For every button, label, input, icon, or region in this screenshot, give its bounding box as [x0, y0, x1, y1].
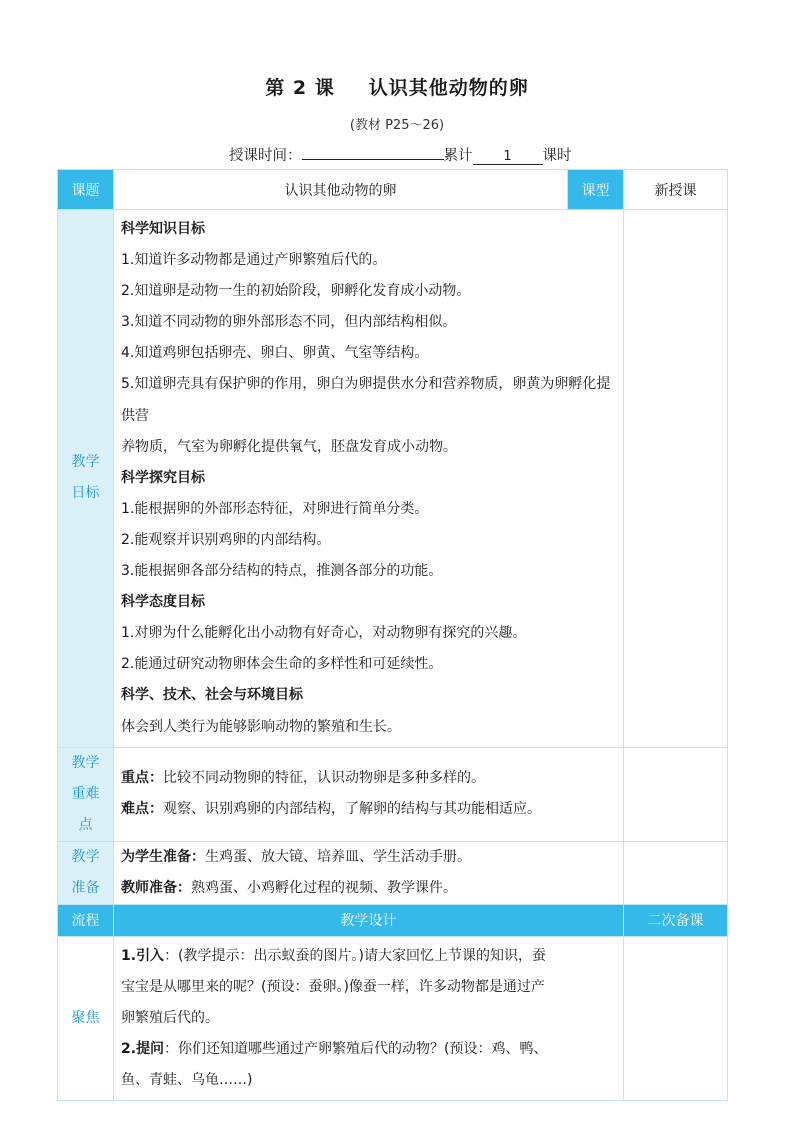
attitude-heading: 科学态度目标	[121, 594, 205, 611]
focus-second-prep-cell[interactable]	[624, 936, 728, 1100]
goals-content	[114, 210, 624, 748]
key-points-content	[114, 747, 624, 841]
knowledge-item: 4.知道鸡卵包括卵壳、卵白、卵黄、气室等结构。	[121, 345, 429, 362]
focus-label: 聚焦	[58, 936, 114, 1100]
teacher-preparation-label: 教师准备：	[121, 879, 191, 896]
design-header-row	[58, 904, 728, 936]
key-point	[121, 763, 617, 794]
attitude-item: 2.能通过研究动物卵体会生命的多样性和可延续性。	[121, 656, 443, 673]
sts-heading: 科学、技术、社会与环境目标	[121, 687, 303, 704]
key-points-row	[58, 747, 728, 841]
total-value[interactable]: 1	[473, 149, 543, 165]
design-header: 教学设计	[114, 904, 624, 936]
goals-empty-cell	[624, 210, 728, 748]
key-point-text: 比较不同动物卵的特征，认识动物卵是多种多样的。	[163, 770, 485, 787]
step-1-number: 1.	[121, 947, 137, 964]
lesson-type-value: 新授课	[624, 170, 728, 210]
attitude-item: 1.对卵为什么能孵化出小动物有好奇心，对动物卵有探究的兴趣。	[121, 625, 527, 642]
knowledge-item: 养物质，气室为卵孵化提供氧气，胚盘发育成小动物。	[121, 438, 457, 455]
difficult-point-text: 观察、识别鸡卵的内部结构，了解卵的结构与其功能相适应。	[163, 801, 541, 818]
goals-label-2: 日标	[71, 485, 100, 502]
step-1-title: 引入	[136, 947, 165, 964]
student-preparation-label: 为学生准备：	[121, 848, 205, 865]
knowledge-item: 2.知道卵是动物一生的初始阶段，卵孵化发育成小动物。	[121, 283, 471, 300]
inquiry-item: 3.能根据卵各部分结构的特点，推测各部分的功能。	[121, 563, 443, 580]
step-2-title: 提问	[136, 1040, 165, 1057]
time-blank[interactable]	[302, 145, 444, 160]
topic-row	[58, 170, 728, 210]
step-2-number: 2.	[121, 1040, 137, 1057]
student-preparation	[121, 842, 617, 873]
hours-label: 课时	[542, 148, 572, 164]
preparation-empty-cell	[624, 841, 728, 904]
focus-step-1	[121, 941, 617, 972]
preparation-label-1: 教学	[71, 848, 100, 865]
topic-label: 课题	[58, 170, 114, 210]
knowledge-item: 5.知道卵壳具有保护卵的作用，卵白为卵提供水分和营养物质，卵黄为卵孵化提供营	[121, 376, 611, 424]
time-label: 授课时间：	[229, 148, 302, 164]
knowledge-item: 1.知道许多动物都是通过产卵繁殖后代的。	[121, 252, 387, 269]
goals-row	[58, 210, 728, 748]
step-1-text: 卵繁殖后代的。	[121, 1009, 219, 1026]
step-1-text: ：(教学提示：出示蚁蚕的图片。)请大家回忆上节课的知识，蚕	[164, 947, 546, 964]
focus-row	[58, 936, 728, 1100]
lesson-title: 认识其他动物的卵	[368, 77, 529, 99]
lesson-type-label: 课型	[568, 170, 624, 210]
process-header: 流程	[58, 904, 114, 936]
class-time-line	[229, 144, 572, 165]
difficult-point-label: 难点：	[121, 801, 163, 818]
key-points-label-2: 重难	[71, 785, 100, 802]
inquiry-item: 1.能根据卵的外部形态特征，对卵进行简单分类。	[121, 500, 429, 517]
preparation-label-2: 准备	[71, 879, 100, 896]
lesson-plan-table	[57, 169, 728, 1101]
lesson-number: 第 2 课	[265, 77, 335, 99]
topic-value: 认识其他动物的卵	[114, 170, 568, 210]
inquiry-heading: 科学探究目标	[121, 469, 205, 486]
goals-label-1: 教学	[71, 454, 100, 471]
knowledge-heading: 科学知识目标	[121, 221, 205, 237]
inquiry-item: 2.能观察并识别鸡卵的内部结构。	[121, 531, 331, 548]
page-title	[0, 73, 794, 100]
textbook-reference: (教材 P25～26)	[349, 118, 445, 133]
preparation-content	[114, 841, 624, 904]
step-1-text: 宝宝是从哪里来的呢？(预设：蚕卵。)像蚕一样，许多动物都是通过产	[121, 978, 545, 995]
key-point-label: 重点：	[121, 770, 163, 787]
focus-content	[114, 936, 624, 1100]
teacher-preparation-text: 熟鸡蛋、小鸡孵化过程的视频、教学课件。	[191, 879, 457, 896]
total-label: 累计	[443, 148, 473, 164]
difficult-point	[121, 794, 617, 825]
second-prep-header: 二次备课	[624, 904, 728, 936]
preparation-row	[58, 841, 728, 904]
step-2-text: ：你们还知道哪些通过产卵繁殖后代的动物？(预设：鸡、鸭、	[164, 1040, 548, 1057]
teacher-preparation	[121, 873, 617, 904]
sts-item: 体会到人类行为能够影响动物的繁殖和生长。	[121, 718, 401, 735]
key-points-label-1: 教学	[71, 754, 100, 771]
knowledge-item: 3.知道不同动物的卵外部形态不同，但内部结构相似。	[121, 314, 457, 331]
step-2-text: 鱼、青蛙、乌龟……)	[121, 1071, 253, 1088]
preparation-label	[58, 841, 114, 904]
focus-step-2	[121, 1034, 617, 1065]
key-points-empty-cell	[624, 747, 728, 841]
goals-label	[58, 210, 114, 748]
key-points-label	[58, 747, 114, 841]
student-preparation-text: 生鸡蛋、放大镜、培养皿、学生活动手册。	[205, 848, 471, 865]
key-points-label-3: 点	[78, 816, 93, 833]
